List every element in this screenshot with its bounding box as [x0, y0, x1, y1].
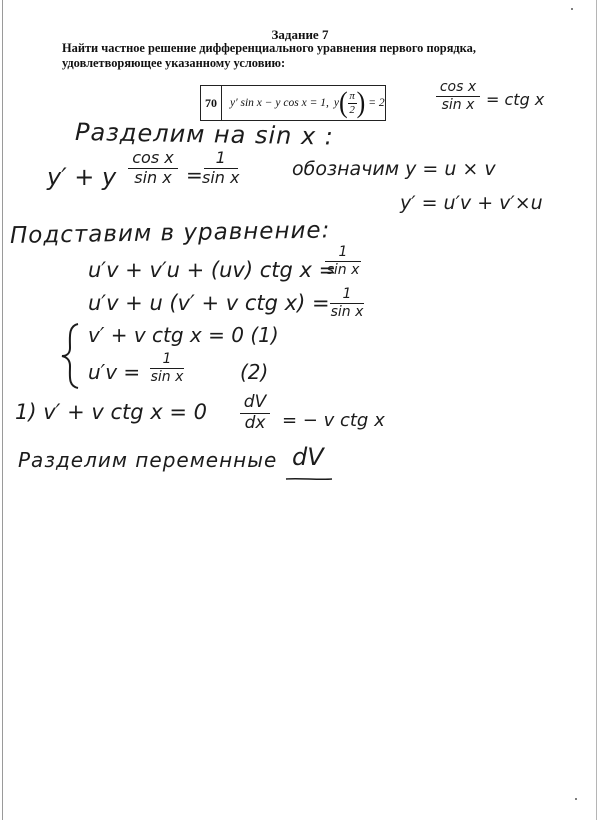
fraction-numerator: 1: [338, 244, 348, 260]
notation-line: обозначим y = u × v: [292, 158, 496, 180]
fraction-numerator: 1: [342, 286, 352, 302]
substituted-equation-1: u′v + v′u + (uv) ctg x =: [88, 258, 337, 282]
task-equation: [222, 86, 385, 120]
dv-underline: [284, 476, 334, 482]
step-1-derivative: [240, 394, 270, 433]
derivative-line: y′ = u′v + v′×u: [400, 192, 543, 214]
paren-open: (: [338, 85, 348, 120]
fraction-denominator: dx: [244, 412, 266, 433]
task-equation-box: [200, 85, 386, 121]
divide-heading: Разделим на sin x :: [74, 118, 335, 151]
equation-divided-left: y′ + y: [47, 163, 117, 191]
condition-value: = 2: [368, 97, 385, 109]
fraction-denominator: sin x: [202, 167, 240, 187]
equals-sign: =: [186, 163, 203, 187]
fraction-denominator: sin x: [330, 303, 364, 320]
separate-dv: dV: [292, 443, 324, 471]
fraction-denominator: sin x: [150, 368, 184, 385]
scan-spot: [571, 8, 573, 10]
system-brace: [60, 322, 82, 390]
condition-numerator: π: [349, 89, 355, 102]
system-equation-2-fraction: [150, 352, 184, 384]
system-equation-2: u′v =: [88, 360, 141, 384]
system-equation-2-tag: (2): [240, 360, 269, 384]
substitute-heading: Подставим в уравнение:: [9, 217, 331, 249]
identity-numerator: cos x: [439, 79, 477, 95]
condition-fraction: [348, 91, 357, 116]
fraction-numerator: cos x: [132, 148, 174, 167]
initial-condition: [333, 85, 385, 120]
paren-close: ): [356, 85, 366, 120]
substituted-rhs-2: [330, 287, 364, 319]
task-title: Задание 7: [271, 27, 329, 42]
fraction-numerator: dV: [243, 392, 267, 412]
scan-spot: [575, 798, 577, 800]
condition-function: y: [333, 97, 339, 109]
task-number: 70: [201, 86, 222, 120]
fraction-numerator: 1: [162, 351, 172, 367]
equation-text: y′ sin x − y cos x = 1,: [230, 97, 329, 109]
identity-fraction: [436, 80, 480, 112]
fraction-numerator: 1: [215, 148, 226, 167]
task-statement: Найти частное решение дифференциального уравнения первого порядка, удовлетворяющее указанному условию:: [62, 41, 476, 70]
substituted-rhs-1: [325, 245, 361, 277]
identity-denominator: sin x: [441, 96, 475, 113]
step-1-rhs: = − v ctg x: [282, 410, 385, 431]
system-equation-1: v′ + v ctg x = 0 (1): [88, 323, 279, 347]
step-1-equation: 1) v′ + v ctg x = 0: [15, 400, 207, 424]
separate-variables-heading: Разделим переменные: [18, 448, 278, 472]
equation-divided-fraction: [128, 150, 178, 187]
equation-divided-rhs: [202, 150, 239, 187]
fraction-denominator: sin x: [326, 261, 360, 278]
substituted-equation-2: u′v + u (v′ + v ctg x) =: [88, 291, 330, 315]
condition-denominator: 2: [349, 103, 355, 116]
fraction-denominator: sin x: [134, 167, 172, 187]
identity-rhs: = ctg x: [486, 90, 545, 109]
